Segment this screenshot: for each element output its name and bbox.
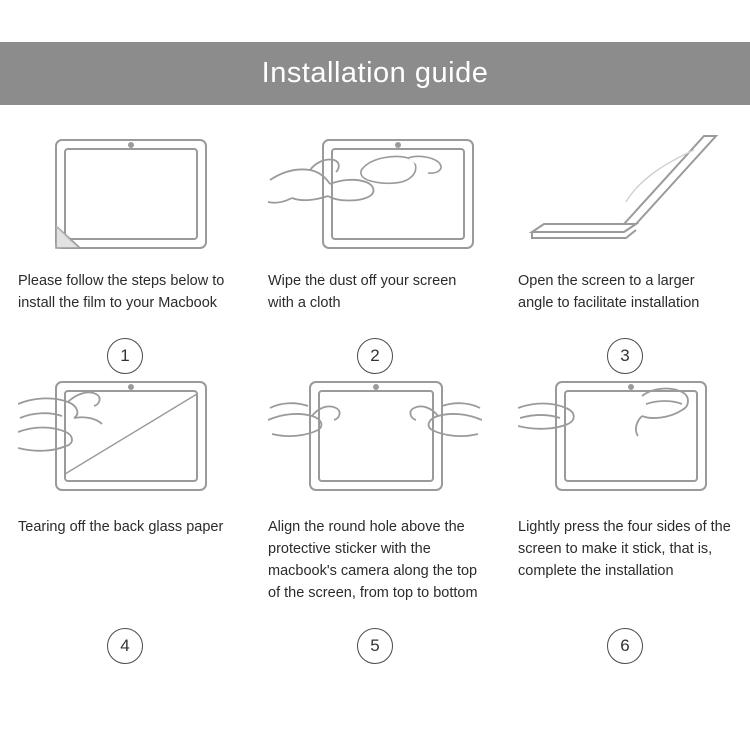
step-3-number: 3: [607, 338, 643, 374]
step-4-caption: Tearing off the back glass paper: [18, 519, 224, 535]
step-3-caption: Open the screen to a larger angle to facilitate installation: [518, 273, 700, 311]
step-4-illustration: [18, 374, 232, 502]
step-5-caption: Align the round hole above the protective sticker with the macbook's camera along the top of the screen, from top to bottom: [268, 519, 478, 601]
step-4-number: 4: [107, 628, 143, 664]
page-title: Installation guide: [261, 57, 489, 89]
step-6-caption: Lightly press the four sides of the screen to make it stick, that is, complete the installation: [518, 519, 731, 579]
step-1-number: 1: [107, 338, 143, 374]
step-2-caption: Wipe the dust off your screen with a cloth: [268, 273, 457, 311]
step-item-1: [0, 128, 250, 374]
step-item-5: [250, 374, 500, 664]
step-item-2: [250, 128, 500, 374]
step-6-illustration: [518, 374, 732, 502]
step-3-illustration: [518, 128, 732, 256]
steps-grid: [0, 128, 750, 664]
step-item-4: [0, 374, 250, 664]
step-1-illustration: [18, 128, 232, 256]
step-1-caption: Please follow the steps below to install the film to your Macbook: [18, 273, 225, 311]
step-2-number: 2: [357, 338, 393, 374]
step-6-number: 6: [607, 628, 643, 664]
step-2-illustration: [268, 128, 482, 256]
step-item-6: [500, 374, 750, 664]
page-header: [0, 42, 750, 105]
step-item-3: [500, 128, 750, 374]
step-5-number: 5: [357, 628, 393, 664]
step-5-illustration: [268, 374, 482, 502]
